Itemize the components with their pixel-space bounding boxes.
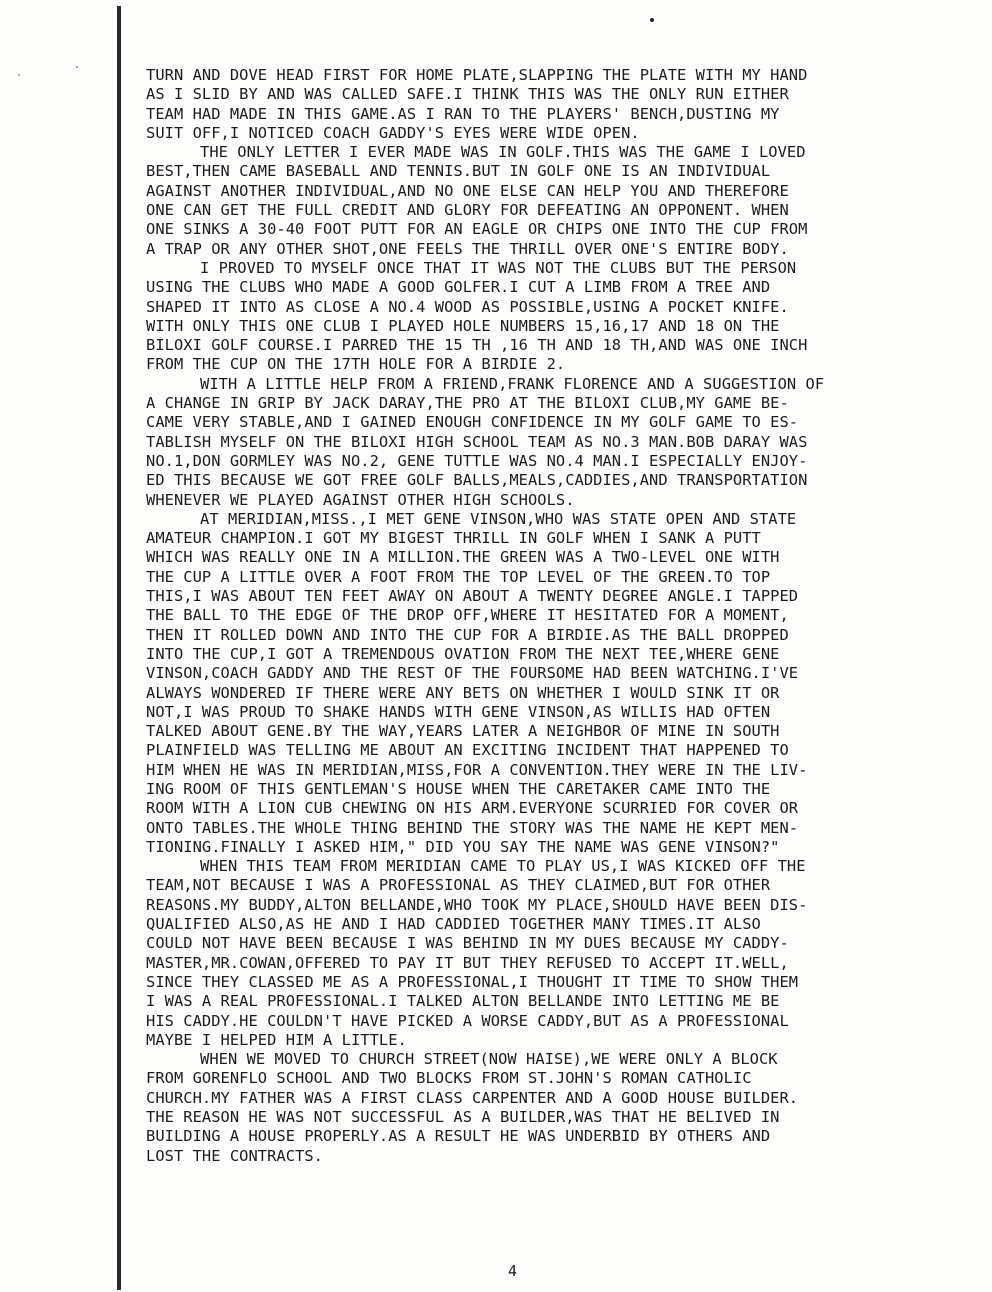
text-line: BEST,THEN CAME BASEBALL AND TENNIS.BUT IN GOLF ONE IS AN INDIVIDUAL: [146, 162, 771, 181]
text-line: BUILDING A HOUSE PROPERLY.AS A RESULT HE WAS UNDERBID BY OTHERS AND: [146, 1127, 771, 1146]
text-line: USING THE CLUBS WHO MADE A GOOD GOLFER.I CUT A LIMB FROM A TREE AND: [146, 278, 771, 297]
text-line: FROM GORENFLO SCHOOL AND TWO BLOCKS FROM ST.JOHN'S ROMAN CATHOLIC: [146, 1069, 752, 1088]
text-line: SUIT OFF,I NOTICED COACH GADDY'S EYES WERE WIDE OPEN.: [146, 123, 640, 142]
text-line: MAYBE I HELPED HIM A LITTLE.: [146, 1030, 407, 1049]
text-line: MASTER,MR.COWAN,OFFERED TO PAY IT BUT THEY REFUSED TO ACCEPT IT.WELL,: [146, 953, 789, 972]
text-line: TEAM HAD MADE IN THIS GAME.AS I RAN TO THE PLAYERS' BENCH,DUSTING MY: [146, 104, 780, 123]
text-line: WITH ONLY THIS ONE CLUB I PLAYED HOLE NUMBERS 15,16,17 AND 18 ON THE: [146, 316, 780, 335]
text-line: COULD NOT HAVE BEEN BECAUSE I WAS BEHIND IN MY DUES BECAUSE MY CADDY-: [146, 934, 789, 953]
text-line: SHAPED IT INTO AS CLOSE A NO.4 WOOD AS POSSIBLE,USING A POCKET KNIFE.: [146, 297, 789, 316]
text-line: AS I SLID BY AND WAS CALLED SAFE.I THINK THIS WAS THE ONLY RUN EITHER: [146, 85, 789, 104]
text-line: WHICH WAS REALLY ONE IN A MILLION.THE GREEN WAS A TWO-LEVEL ONE WITH: [146, 548, 780, 567]
text-line: WITH A LITTLE HELP FROM A FRIEND,FRANK FLORENCE AND A SUGGESTION OF: [200, 374, 825, 393]
ink-speck: [76, 66, 78, 68]
text-line: VINSON,COACH GADDY AND THE REST OF THE FOURSOME HAD BEEN WATCHING.I'VE: [146, 664, 799, 683]
page-number: 4: [508, 1262, 518, 1280]
text-line: QUALIFIED ALSO,AS HE AND I HAD CADDIED TOGETHER MANY TIMES.IT ALSO: [146, 915, 761, 934]
text-line: WHEN THIS TEAM FROM MERIDIAN CAME TO PLAY US,I WAS KICKED OFF THE: [200, 857, 806, 876]
text-line: A CHANGE IN GRIP BY JACK DARAY,THE PRO AT THE BILOXI CLUB,MY GAME BE-: [146, 394, 789, 413]
text-line: WHEN WE MOVED TO CHURCH STREET(NOW HAISE),WE WERE ONLY A BLOCK: [200, 1050, 778, 1069]
typewritten-text: [146, 66, 906, 1166]
text-line: CHURCH.MY FATHER WAS A FIRST CLASS CARPENTER AND A GOOD HOUSE BUILDER.: [146, 1088, 799, 1107]
text-line: THIS,I WAS ABOUT TEN FEET AWAY ON ABOUT A TWENTY DEGREE ANGLE.I TAPPED: [146, 587, 799, 606]
text-line: HIS CADDY.HE COULDN'T HAVE PICKED A WORSE CADDY,BUT AS A PROFESSIONAL: [146, 1011, 789, 1030]
ink-speck: [650, 18, 654, 22]
text-line: TIONING.FINALLY I ASKED HIM," DID YOU SAY THE NAME WAS GENE VINSON?": [146, 837, 780, 856]
text-line: AT MERIDIAN,MISS.,I MET GENE VINSON,WHO WAS STATE OPEN AND STATE: [200, 509, 797, 528]
text-line: A TRAP OR ANY OTHER SHOT,ONE FEELS THE THRILL OVER ONE'S ENTIRE BODY.: [146, 239, 789, 258]
text-line: THE CUP A LITTLE OVER A FOOT FROM THE TOP LEVEL OF THE GREEN.TO TOP: [146, 567, 771, 586]
text-line: TURN AND DOVE HEAD FIRST FOR HOME PLATE,SLAPPING THE PLATE WITH MY HAND: [146, 66, 808, 84]
text-line: ROOM WITH A LION CUB CHEWING ON HIS ARM.EVERYONE SCURRIED FOR COVER OR: [146, 799, 799, 818]
text-line: CAME VERY STABLE,AND I GAINED ENOUGH CONFIDENCE IN MY GOLF GAME TO ES-: [146, 413, 799, 432]
text-line: ING ROOM OF THIS GENTLEMAN'S HOUSE WHEN THE CARETAKER CAME INTO THE: [146, 779, 771, 798]
text-line: I WAS A REAL PROFESSIONAL.I TALKED ALTON BELLANDE INTO LETTING ME BE: [146, 992, 780, 1011]
ink-speck: [18, 74, 20, 76]
text-line: LOST THE CONTRACTS.: [146, 1146, 324, 1165]
text-line: TABLISH MYSELF ON THE BILOXI HIGH SCHOOL TEAM AS NO.3 MAN.BOB DARAY WAS: [146, 432, 808, 451]
left-margin-rule: [117, 6, 121, 1290]
text-line: PLAINFIELD WAS TELLING ME ABOUT AN EXCITING INCIDENT THAT HAPPENED TO: [146, 741, 789, 760]
text-line: I PROVED TO MYSELF ONCE THAT IT WAS NOT THE CLUBS BUT THE PERSON: [200, 258, 797, 277]
text-line: THEN IT ROLLED DOWN AND INTO THE CUP FOR A BIRDIE.AS THE BALL DROPPED: [146, 625, 789, 644]
text-line: ONE CAN GET THE FULL CREDIT AND GLORY FOR DEFEATING AN OPPONENT. WHEN: [146, 201, 789, 220]
text-line: ALWAYS WONDERED IF THERE WERE ANY BETS ON WHETHER I WOULD SINK IT OR: [146, 683, 780, 702]
text-line: ED THIS BECAUSE WE GOT FREE GOLF BALLS,MEALS,CADDIES,AND TRANSPORTATION: [146, 471, 808, 490]
text-line: FROM THE CUP ON THE 17TH HOLE FOR A BIRDIE 2.: [146, 355, 566, 374]
text-line: ONE SINKS A 30-40 FOOT PUTT FOR AN EAGLE OR CHIPS ONE INTO THE CUP FROM: [146, 220, 808, 239]
text-line: INTO THE CUP,I GOT A TREMENDOUS OVATION FROM THE NEXT TEE,WHERE GENE: [146, 644, 780, 663]
text-line: THE REASON HE WAS NOT SUCCESSFUL AS A BUILDER,WAS THAT HE BELIVED IN: [146, 1108, 780, 1127]
text-line: SINCE THEY CLASSED ME AS A PROFESSIONAL,I THOUGHT IT TIME TO SHOW THEM: [146, 972, 799, 991]
text-line: THE ONLY LETTER I EVER MADE WAS IN GOLF.THIS WAS THE GAME I LOVED: [200, 143, 806, 162]
text-line: TEAM,NOT BECAUSE I WAS A PROFESSIONAL AS THEY CLAIMED,BUT FOR OTHER: [146, 876, 771, 895]
text-line: ONTO TABLES.THE WHOLE THING BEHIND THE STORY WAS THE NAME HE KEPT MEN-: [146, 818, 799, 837]
text-line: TALKED ABOUT GENE.BY THE WAY,YEARS LATER A NEIGHBOR OF MINE IN SOUTH: [146, 722, 780, 741]
text-line: NO.1,DON GORMLEY WAS NO.2, GENE TUTTLE WAS NO.4 MAN.I ESPECIALLY ENJOY-: [146, 451, 808, 470]
text-line: THE BALL TO THE EDGE OF THE DROP OFF,WHERE IT HESITATED FOR A MOMENT,: [146, 606, 789, 625]
text-line: WHENEVER WE PLAYED AGAINST OTHER HIGH SCHOOLS.: [146, 490, 575, 509]
text-line: HIM WHEN HE WAS IN MERIDIAN,MISS,FOR A CONVENTION.THEY WERE IN THE LIV-: [146, 760, 808, 779]
text-line: REASONS.MY BUDDY,ALTON BELLANDE,WHO TOOK MY PLACE,SHOULD HAVE BEEN DIS-: [146, 895, 808, 914]
text-line: AMATEUR CHAMPION.I GOT MY BIGEST THRILL IN GOLF WHEN I SANK A PUTT: [146, 529, 761, 548]
text-line: NOT,I WAS PROUD TO SHAKE HANDS WITH GENE VINSON,AS WILLIS HAD OFTEN: [146, 702, 771, 721]
text-line: AGAINST ANOTHER INDIVIDUAL,AND NO ONE ELSE CAN HELP YOU AND THEREFORE: [146, 181, 789, 200]
text-line: BILOXI GOLF COURSE.I PARRED THE 15 TH ,16 TH AND 18 TH,AND WAS ONE INCH: [146, 336, 808, 355]
